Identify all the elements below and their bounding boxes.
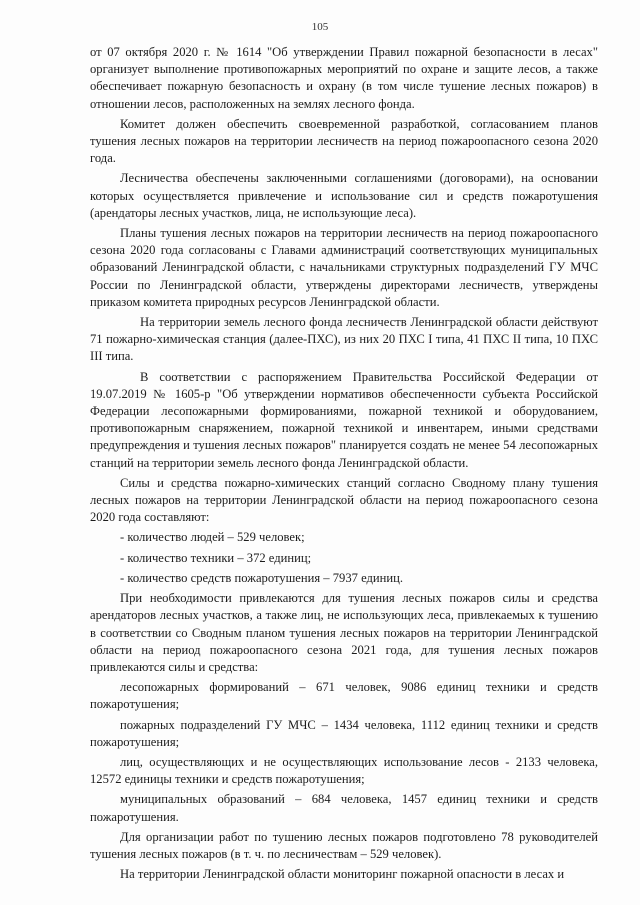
paragraph-forest-fire-units: лесопожарных формирований – 671 человек, 9086 единиц техники и средств пожаротушения; <box>90 680 598 712</box>
paragraph-government-order: В соответствии с распоряжением Правительства Российской Федерации от 19.07.2019 № 1605-р "Об утверждении нормативов обеспеченности субъекта Российской Федерации лесопожарными формированиями, пожарной техникой и оборудованием, противопожарным снаряжением, пожарной техникой и инвентарем, иными средствами предупреждения и тушения лесных пожаров" планируется создать не менее 54 лесопожарных станций на территории земель лесного фонда Ленинградской области. <box>90 369 598 470</box>
paragraph-forestry-agreements: Лесничества обеспечены заключенными соглашениями (договорами), на основании которых осуществляется привлечение и использование сил и средств пожаротушения (арендаторы лесных участков, лица, не использующие леса). <box>90 171 598 220</box>
paragraph-plans-approved: Планы тушения лесных пожаров на территории лесничеств на период пожароопасного сезона 2020 года согласованы с Главами администраций соответствующих муниципальных образований Ленинградской области, с начальниками структурных подразделений ГУ МЧС России по Ленинградской области, утверждены директорами лесничеств, утверждены приказом комитета природных ресурсов Ленинградской области. <box>90 226 598 309</box>
paragraph-monitoring: На территории Ленинградской области мониторинг пожарной опасности в лесах и <box>120 867 565 882</box>
paragraph-rules-reference: от 07 октября 2020 г. № 1614 "Об утверждении Правил пожарной безопасности в лесах" организует выполнение противопожарных мероприятий по охране и защите лесов, а также обеспечивает пожарную безопасность и охрану (в том числе тушение лесных пожаров) в отношении лесов, расположенных на землях лесного фонда. <box>90 45 598 111</box>
list-item-people: - количество людей – 529 человек; <box>120 530 305 545</box>
paragraph-station-resources: Силы и средства пожарно-химических станций согласно Сводному плану тушения лесных пожаров на территории Ленинградской области на период пожароопасного сезона 2020 года составляют: <box>90 475 598 525</box>
paragraph-additional-forces: При необходимости привлекаются для тушения лесных пожаров силы и средства арендаторов лесных участков, а также лиц, не использующих леса, привлекаемых к тушению в соответствии со Сводным планом тушения лесных пожаров на территории Ленинградской области на период пожароопасного сезона 2021 года, для тушения лесных пожаров привлекаются силы и средства: <box>90 591 598 674</box>
paragraph-fire-managers: Для организации работ по тушению лесных пожаров подготовлено 78 руководителей тушения лесных пожаров (в т. ч. по лесничествам – 529 человек). <box>90 829 598 861</box>
document-body <box>90 44 598 886</box>
list-item-vehicles: - количество техники – 372 единиц; <box>120 550 312 565</box>
paragraph-fire-stations: На территории земель лесного фонда лесничеств Ленинградской области действуют 71 пожарно-химическая станция (далее-ПХС), из них 20 ПХС I типа, 41 ПХС II типа, 10 ПХС III типа. <box>90 315 598 364</box>
page-number: 105 <box>311 21 329 33</box>
paragraph-forest-users: лиц, осуществляющих и не осуществляющих использование лесов - 2133 человека, 12572 единицы техники и средств пожаротушения; <box>90 754 598 787</box>
paragraph-municipalities: муниципальных образований – 684 человека, 1457 единиц техники и средств пожаротушения. <box>90 792 598 824</box>
list-item-equipment: - количество средств пожаротушения – 7937 единиц. <box>120 570 404 585</box>
paragraph-emergency-units: пожарных подразделений ГУ МЧС – 1434 человека, 1112 единиц техники и средств пожаротушения; <box>90 717 598 749</box>
paragraph-committee-plans: Комитет должен обеспечить своевременной разработкой, согласованием планов тушения лесных пожаров на территории лесничеств на период пожароопасного сезона 2020 года. <box>90 116 598 166</box>
